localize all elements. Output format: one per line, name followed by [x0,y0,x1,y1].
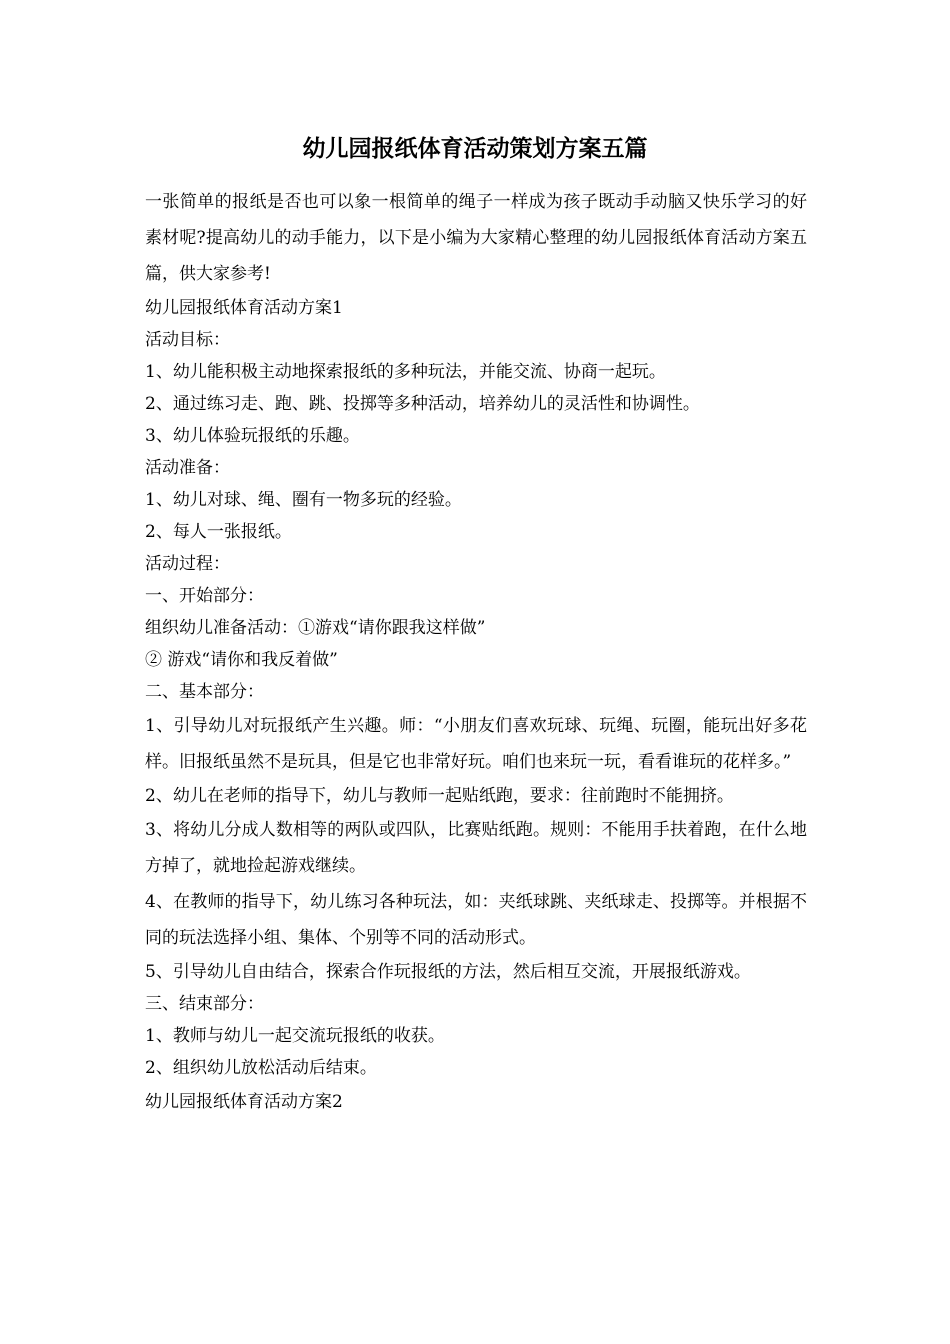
goal-item-3: 3、幼儿体验玩报纸的乐趣。 [145,426,360,446]
opening-item-1: 组织幼儿准备活动：①游戏“请你跟我这样做” [145,618,486,638]
basic-item-3: 3、将幼儿分成人数相等的两队或四队，比赛贴纸跑。规则：不能用手扶着跑，在什么地方掉了，就地捡起游戏继续。 [145,820,807,876]
preparation-item-1: 1、幼儿对球、绳、圈有一物多玩的经验。 [145,490,462,510]
heading-basic-part: 二、基本部分： [145,682,264,702]
preparation-item-2: 2、每人一张报纸。 [145,522,292,542]
document-title: 幼儿园报纸体育活动策划方案五篇 [302,135,648,162]
heading-activity-process: 活动过程： [145,554,230,574]
basic-item-2: 2、幼儿在老师的指导下，幼儿与教师一起贴纸跑，要求：往前跑时不能拥挤。 [145,786,734,806]
opening-item-2: ② 游戏“请你和我反着做” [145,650,338,670]
closing-item-1: 1、教师与幼儿一起交流玩报纸的收获。 [145,1026,445,1046]
document-body [145,184,807,1120]
basic-item-4: 4、在教师的指导下，幼儿练习各种玩法，如：夹纸球跳、夹纸球走、投掷等。并根据不同的玩法选择小组、集体、个别等不同的活动形式。 [145,892,807,948]
heading-opening-part: 一、开始部分： [145,586,264,606]
goal-item-2: 2、通过练习走、跑、跳、投掷等多种活动，培养幼儿的灵活性和协调性。 [145,394,700,414]
intro-paragraph: 一张简单的报纸是否也可以象一根简单的绳子一样成为孩子既动手动脑又快乐学习的好素材呢?提高幼儿的动手能力，以下是小编为大家精心整理的幼儿园报纸体育活动方案五篇，供大家参考! [145,192,807,284]
heading-activity-goals: 活动目标： [145,330,230,350]
heading-activity-preparation: 活动准备： [145,458,230,478]
section-heading-plan-1: 幼儿园报纸体育活动方案1 [145,298,343,318]
closing-item-2: 2、组织幼儿放松活动后结束。 [145,1058,377,1078]
goal-item-1: 1、幼儿能积极主动地探索报纸的多种玩法，并能交流、协商一起玩。 [145,362,666,382]
heading-closing-part: 三、结束部分： [145,994,264,1014]
basic-item-5: 5、引导幼儿自由结合，探索合作玩报纸的方法，然后相互交流，开展报纸游戏。 [145,962,751,982]
section-heading-plan-2: 幼儿园报纸体育活动方案2 [145,1092,343,1112]
basic-item-1: 1、引导幼儿对玩报纸产生兴趣。师：“小朋友们喜欢玩球、玩绳、玩圈，能玩出好多花样。旧报纸虽然不是玩具，但是它也非常好玩。咱们也来玩一玩，看看谁玩的花样多。” [145,716,807,772]
